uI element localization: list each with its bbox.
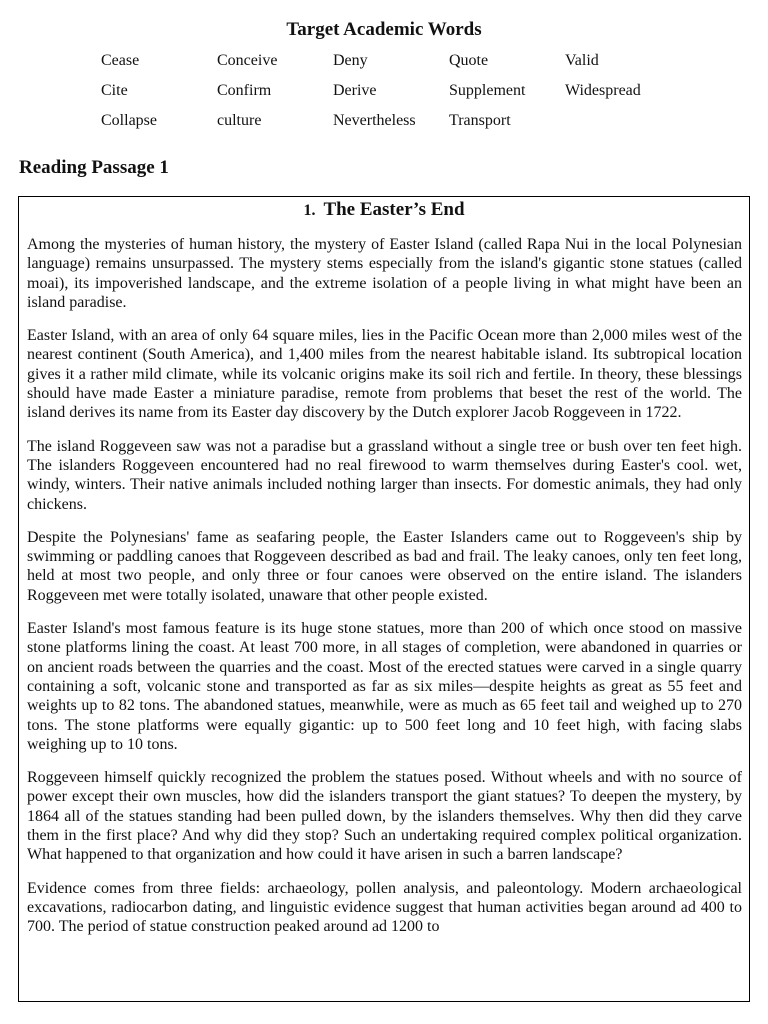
passage-paragraph: Evidence comes from three fields: archaeology, pollen analysis, and paleontology. Modern archaeological excavations, radiocarbon dating, and linguistic evidence suggest that human activities began around ad 400 to 700. The period of statue construction peaked around ad 1200 to [27,879,742,936]
vocab-word: Quote [449,52,489,69]
passage-paragraph: Among the mysteries of human history, the mystery of Easter Island (called Rapa Nui in the local Polynesian language) remains unsurpassed. The mystery stems especially from the island's gigantic stone statues (called moai), its impoverished landscape, and the extreme isolation of a people living in what might have been an island paradise. [27,236,742,311]
vocab-word [565,110,681,140]
passage-paragraph: Easter Island's most famous feature is its huge stone statues, more than 200 of which once stood on massive stone platforms lining the coast. At least 700 more, in all stages of completion, were abandoned in quarries or on ancient roads between the quarries and the coast. Most of the erected statues were carved in a single quarry containing a soft, volcanic stone and transported as far as six miles—despite heights as great as 55 feet and weights up to 82 tons. The abandoned statues, meanwhile, were as much as 65 feet tail and weighed up to 270 tons. The stone platforms were equally gigantic: up to 500 feet long and 10 feet high, with facing slabs weighing up to 10 tons. [27,620,742,753]
passage-paragraph: Easter Island, with an area of only 64 square miles, lies in the Pacific Ocean more than 2,000 miles west of the nearest continent (South America), and 1,400 miles from the nearest habitable island. Its subtropical location gives it a rather mild climate, while its volcanic origins make its soil rich and fertile. In theory, these blessings should have made Easter a miniature paradise, remote from problems that beset the rest of the world. The island derives its name from its Easter day discovery by the Dutch explorer Jacob Roggeveen in 1722. [27,327,742,422]
vocab-word: Collapse [101,112,157,129]
passage-number: 1. [303,202,316,219]
section-heading: Reading Passage 1 [19,157,169,178]
vocab-word: culture [217,112,262,129]
vocab-word: Derive [333,82,377,99]
vocab-word: Conceive [217,52,278,69]
vocab-word: Confirm [217,82,272,99]
passage-paragraph: The island Roggeveen saw was not a paradise but a grassland without a single tree or bush over ten feet high. The islanders Roggeveen encountered had no real firewood to warm themselves during Easter's cool. wet, windy, winters. Their native animals included nothing larger than insects. For domestic animals, they had only chickens. [27,437,742,513]
vocab-word: Cite [101,82,128,99]
vocab-word: Transport [449,112,511,129]
vocab-word: Nevertheless [333,112,416,129]
vocab-grid [101,50,681,140]
passage-title-text: The Easter’s End [323,199,465,220]
passage-paragraph: Despite the Polynesians' fame as seafaring people, the Easter Islanders came out to Roggeveen's ship by swimming or paddling canoes that Roggeveen described as bad and frail. The leaky canoes, only ten feet long, held at most two people, and only three or four canoes were observed on the entire island. The islanders Roggeveen met were totally isolated, unaware that other people existed. [27,528,742,604]
vocab-word: Supplement [449,82,526,99]
vocab-word: Widespread [565,82,641,99]
vocab-word: Cease [101,52,140,69]
passage-title [19,198,749,223]
vocab-word: Deny [333,52,368,69]
passage-paragraph: Roggeveen himself quickly recognized the problem the statues posed. Without wheels and with no source of power except their own muscles, how did the islanders transport the giant statues? To deepen the mystery, by 1864 all of the statues standing had been pulled down, by the islanders themselves. Why then did they carve them in the first place? And why did they stop? Such an undertaking required complex political organization. What happened to that organization and how could it have arisen in such a barren landscape? [27,769,742,864]
vocab-word: Valid [565,52,599,69]
passage-box [18,196,750,1002]
vocab-title: Target Academic Words [286,19,482,40]
